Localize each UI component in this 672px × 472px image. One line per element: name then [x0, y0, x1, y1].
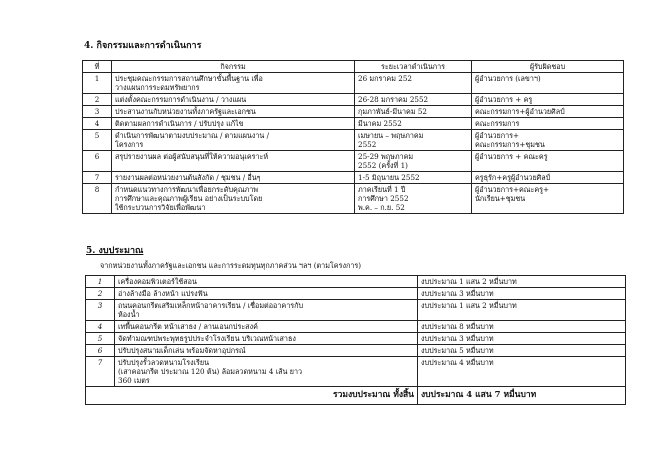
activity-text: สรุปรายงานผล ต่อผู้สนับสนุนที่ให้ความอนุเคราะห์	[112, 151, 355, 172]
budget-row	[86, 276, 626, 288]
activity-period: 26 มกราคม 252	[355, 73, 472, 94]
budget-item: เครื่องคอมพิวเตอร์ใช้สอน	[115, 276, 418, 288]
activity-text: ประชุมคณะกรรมการสถานศึกษาขั้นพื้นฐาน เพื่อ วางแผนการระดมทรัพยากร	[112, 73, 355, 94]
activity-row	[83, 172, 624, 184]
activity-row	[83, 118, 624, 130]
budget-item: ถนนคอนกรีตเสริมเหล็กหน้าอาคารเรียน / เชื่อมต่ออาคารกับ ห้องน้ำ	[115, 300, 418, 321]
budget-no: 5	[86, 333, 115, 345]
budget-row	[86, 357, 626, 387]
budget-no: 2	[86, 288, 115, 300]
activity-row	[83, 151, 624, 172]
activity-owner: ผู้อำนวยการ+ คณะกรรมการ+ชุมชน	[472, 130, 624, 151]
activity-period: เมษายน – พฤษภาคม 2552	[355, 130, 472, 151]
budget-amount: งบประมาณ 3 หมื่นบาท	[418, 333, 626, 345]
budget-item: เทพื้นคอนกรีต หน้าเสาธง / ลานเอนกประสงค์	[115, 321, 418, 333]
activity-text: แต่งตั้งคณะกรรมการดำเนินงาน / วางแผน	[112, 94, 355, 106]
activity-owner: ผู้อำนวยการ + ครู	[472, 94, 624, 106]
activity-row	[83, 130, 624, 151]
activity-period: 25-29 พฤษภาคม 2552 (ครั้งที่ 1)	[355, 151, 472, 172]
budget-row	[86, 345, 626, 357]
budget-row	[86, 300, 626, 321]
budget-row	[86, 288, 626, 300]
header-period: ระยะเวลาดำเนินการ	[355, 61, 472, 73]
section4-heading: 4. กิจกรรมและการดำเนินการ	[84, 41, 202, 51]
budget-amount: งบประมาณ 3 หมื่นบาท	[418, 288, 626, 300]
total-label: รวมงบประมาณ ทั้งสิ้น	[86, 387, 418, 405]
budget-amount: งบประมาณ 1 แสน 2 หมื่นบาท	[418, 276, 626, 288]
activity-row	[83, 184, 624, 214]
activity-owner: ครูธุรัก+ครูผู้อำนวยศิลป์	[472, 172, 624, 184]
budget-item: อ่างล้างมือ ล้างหน้า แปรงฟัน	[115, 288, 418, 300]
activity-period: 26-28 มกราคม 2552	[355, 94, 472, 106]
budget-item: ปรับปรุงรั้วลวดหนามโรงเรียน (เสาคอนกรีต ประมาณ 120 ต้น) ล้อมลวดหนาม 4 เส้น ยาว 360 เมตร	[115, 357, 418, 387]
activity-no: 8	[83, 184, 112, 214]
section5-subtitle: จากหน่วยงานทั้งภาครัฐและเอกชน และการระดมทุนทุกภาคส่วน ฯลฯ (ตามโครงการ)	[100, 261, 362, 270]
activity-no: 7	[83, 172, 112, 184]
activity-period: กุมภาพันธ์-มีนาคม 52	[355, 106, 472, 118]
budget-no: 6	[86, 345, 115, 357]
activity-no: 2	[83, 94, 112, 106]
activity-owner: ผู้อำนวยการ (เลขาฯ)	[472, 73, 624, 94]
activity-text: รายงานผลต่อหน่วยงานต้นสังกัด / ชุมชน / อื่นๆ	[112, 172, 355, 184]
budget-row	[86, 321, 626, 333]
activity-no: 6	[83, 151, 112, 172]
activity-period: 1-5 มิถุนายน 2552	[355, 172, 472, 184]
budget-total-row	[86, 387, 626, 405]
activity-text: กำหนดแนวทางการพัฒนาเพื่อยกระดับคุณภาพ การศึกษาและคุณภาพผู้เรียน อย่างเป็นระบบโดย ใช้กระบวนการวิจัยเพื่อพัฒนา	[112, 184, 355, 214]
budget-item: จัดทำมณฑปพระพุทธรูปประจำโรงเรียน บริเวณหน้าเสาธง	[115, 333, 418, 345]
activities-table	[82, 60, 624, 214]
activity-period: มีนาคม 2552	[355, 118, 472, 130]
activity-owner: ผู้อำนวยการ + คณะครู	[472, 151, 624, 172]
activity-no: 5	[83, 130, 112, 151]
budget-no: 7	[86, 357, 115, 387]
activity-text: ดำเนินการพัฒนาตามงบประมาณ / ตามแผนงาน / โครงการ	[112, 130, 355, 151]
header-owner: ผู้รับผิดชอบ	[472, 61, 624, 73]
activities-header-row	[83, 61, 624, 73]
activity-row	[83, 106, 624, 118]
budget-no: 1	[86, 276, 115, 288]
budget-amount: งบประมาณ 1 แสน 2 หมื่นบาท	[418, 300, 626, 321]
section5-heading: 5. งบประมาณ	[86, 246, 144, 256]
budget-no: 3	[86, 300, 115, 321]
budget-item: ปรับปรุงสนามเด็กเล่น พร้อมจัดหาอุปกรณ์	[115, 345, 418, 357]
header-activity: กิจกรรม	[112, 61, 355, 73]
budget-table	[85, 275, 626, 405]
activity-text: ประสานงานกับหน่วยงานทั้งภาครัฐและเอกชน	[112, 106, 355, 118]
header-no: ที่	[83, 61, 112, 73]
activity-no: 3	[83, 106, 112, 118]
activity-owner: ผู้อำนวยการ+คณะครู+ นักเรียน+ชุมชน	[472, 184, 624, 214]
activity-no: 4	[83, 118, 112, 130]
activity-no: 1	[83, 73, 112, 94]
activity-period: ภาคเรียนที่ 1 ปี การศึกษา 2552 พ.ค. – ก.ย. 52	[355, 184, 472, 214]
activity-row	[83, 73, 624, 94]
activity-owner: คณะกรรมการ+ผู้อำนวยศิลป์	[472, 106, 624, 118]
budget-amount: งบประมาณ 5 หมื่นบาท	[418, 345, 626, 357]
budget-no: 4	[86, 321, 115, 333]
activity-text: ติดตามผลการดำเนินการ / ปรับปรุง แก้ไข	[112, 118, 355, 130]
budget-amount: งบประมาณ 4 หมื่นบาท	[418, 357, 626, 387]
activity-owner: คณะกรรมการ	[472, 118, 624, 130]
activity-row	[83, 94, 624, 106]
budget-amount: งบประมาณ 8 หมื่นบาท	[418, 321, 626, 333]
budget-row	[86, 333, 626, 345]
total-value: งบประมาณ 4 แสน 7 หมื่นบาท	[418, 387, 626, 405]
